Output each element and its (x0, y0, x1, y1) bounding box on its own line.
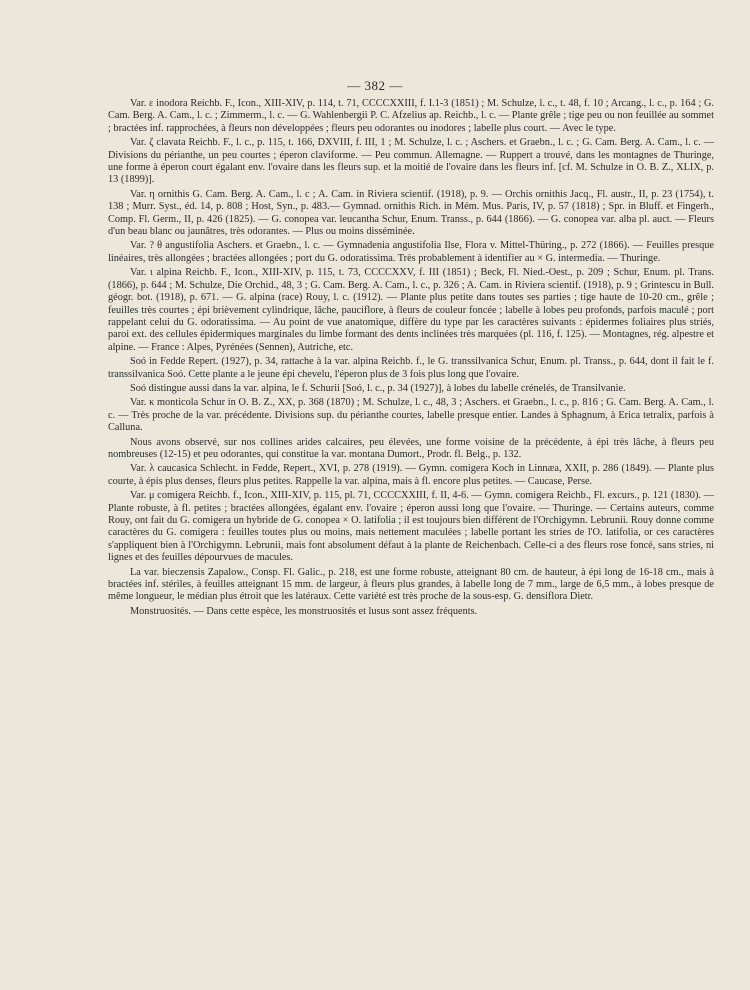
paragraph-var-ornithis: Var. η ornithis G. Cam. Berg. A. Cam., l. c ; A. Cam. in Riviera scientif. (1918), p. 9. — Orchis ornithis Jacq., Fl. austr., II, p. 23 (1754), t. 138 ; Murr. Syst., éd. 14, p. 808 ; Host, Syn., p. 483.— Gymnad. ornithis Rich. in Mém. Mus. Paris, IV, p. 57 (1818) ; Spr. in Bluff. et Fingerh., Comp. Fl. Germ., II, p. 426 (1825). — G. conopea var. leucantha Schur, Enum. Transs., p. 644 (1866). — G. conopea var. alba pl. auct. — Fleurs d'un beau blanc ou jaunâtres, très odorantes. — Plus ou moins disséminée. (108, 188, 714, 238)
paragraph-var-alpina: Var. ι alpina Reichb. F., Icon., XIII-XIV, p. 115, t. 73, CCCCXXV, f. III (1851) ; Beck, Fl. Nied.-Oest., p. 209 ; Schur, Enum. pl. Trans. (1866), p. 644 ; M. Schulze, Die Orchid., 48, 3 ; G. Cam. Berg. A. Cam., l. c., p. 326 ; A. Cam. in Riviera scientif. (1918), p. 9 ; Grintescu in Bull. géogr. bot. (1918), p. 671. — G. alpina (race) Rouy, l. c. (1912). — Plante plus petite dans toutes ses parties ; tige haute de 10-20 cm., grêle ; feuilles très courtes ; épi brièvement cylindrique, lâche, pauciflore, à fleurs de couleur foncée ; labelle à lobes peu profonds, parfois maculé ; port rappelant celui du G. odoratissima. — Au point de vue anatomique, diffère du type par les caractères suivants : épidermes foliaires plus striés, paroi ext. des cellules épidermiques marginales du limbe formant des dents inclinées très marquées (pl. 116, f. 125). — Montagnes, rég. alpestre et alpine. — France : Alpes, Pyrénées (Sennen), Autriche, etc. (108, 267, 714, 353)
paragraph-var-bieczensis: La var. bieczensis Zapalow., Consp. Fl. Galic., p. 218, est une forme robuste, atteignant 80 cm. de hauteur, à épi long de 16-18 cm., mais à bractées inf. stériles, à feuilles atteignant 15 mm. de largeur, à fleurs plus grandes, à labelle long de 7 mm., large de 6,5 mm., à lobes presque de même longueur, le médian plus étroit que les latéraux. Cette variété est très proche de la sous-esp. G. densiflora Dietr. (108, 566, 714, 603)
paragraph-soo-transsilvanica: Soó in Fedde Repert. (1927), p. 34, rattache à la var. alpina Reichb. f., le G. transsilvanica Schur, Enum. pl. Transs., p. 644, dont il fait le f. transsilvanica Soó. Cette plante a le jeune épi chevelu, l'éperon plus de 3 fois plus long que l'ovaire. (108, 356, 714, 380)
paragraph-var-clavata: Var. ζ clavata Reichb. F., l. c., p. 115, t. 166, DXVIII, f. III, 1 ; M. Schulze, l. c. ; Aschers. et Graebn., l. c. ; G. Cam. Berg. A. Cam., l. c. — Divisions du périanthe, un peu courtes ; éperon claviforme. — Peu commun. Allemagne. — Ruppert a trouvé, dans les montagnes de Thuringe, une forme à éperon court égalant env. l'ovaire dans les fleurs sup. et la moitié de l'ovaire dans les fleurs inf. [cf. M. Schulze in O. B. Z., XLIX, p. 13 (1899)]. (108, 137, 714, 186)
paragraph-var-angustifolia: Var. ? θ angustifolia Aschers. et Graebn., l. c. — Gymnadenia angustifolia Ilse, Flora v. Mittel-Thüring., p. 272 (1866). — Feuilles presque linéaires, très allongées ; bractées allongées ; port du G. odoratissima. Très probablement à identifier au × G. intermedia. — Thuringe. (108, 240, 714, 264)
paragraph-monstruosites: Monstruosités. — Dans cette espèce, les monstruosités et lusus sont assez fréquents. (130, 605, 478, 617)
paragraph-var-caucasica: Var. λ caucasica Schlecht. in Fedde, Repert., XVI, p. 278 (1919). — Gymn. comigera Koch in Linnæa, XXII, p. 286 (1849). — Plante plus courte, à épis plus denses, fleurs plus petites. Rappelle la var. alpina, mais à fl. encore plus petites. — Caucase, Perse. (108, 463, 714, 487)
paragraph-var-montana: Nous avons observé, sur nos collines arides calcaires, peu élevées, une forme voisine de la précédente, à épi très lâche, à fleurs peu nombreuses (12-15) et peu odorantes, qui constitue la var. montana Dumort., Prodr. fl. Belg., p. 132. (108, 436, 714, 460)
paragraph-var-monticola: Var. κ monticola Schur in O. B. Z., XX, p. 368 (1870) ; M. Schulze, l. c., 48, 3 ; Aschers. et Graebn., l. c., p. 816 ; G. Cam. Berg. A. Cam., l. c. — Très proche de la var. précédente. Divisions sup. du périanthe courtes, labelle presque entier. Landes à Sphagnum, à Erica tetralix, parfois à Calluna. (108, 397, 714, 434)
paragraph-var-inodora: Var. ε inodora Reichb. F., Icon., XIII-XIV, p. 114, t. 71, CCCCXXIII, f. I.1-3 (1851) ; M. Schulze, l. c., t. 48, f. 10 ; Arcang., l. c., p. 164 ; G. Cam. Berg. A. Cam., l. c. ; Zimmerm., l. c. — G. Wahlenbergii P. C. Afzelius ap. Reichb., l. c. — Plante grêle ; tige peu ou non feuillée au sommet ; bractées inf. rapprochées, à fleurs non développées ; fleurs peu odorantes ou inodores ; labelle plus court. — Avec le type. (108, 98, 714, 134)
paragraph-var-comigera: Var. μ comigera Reichb. f., Icon., XIII-XIV, p. 115, pl. 71, CCCCXXIII, f. II, 4-6. — Gymn. comigera Reichb., Fl. excurs., p. 121 (1830). — Plante robuste, à fl. petites ; bractées allongées, égalant env. l'ovaire ; éperon aussi long que l'ovaire. — Thuringe. — Certains auteurs, comme Rouy, ont fait du G. comigera un hybride de G. conopea × O. latifolia ; il est toujours bien différent de l'Orchigymn. Lebrunii. Rouy donne comme caractères du G. comigera : feuilles toutes plus ou moins, mais nettement maculées ; labelle portant les stries de l'O. latifolia, or ces caractères s'appliquent bien à l'Orchigymn. Lebrunii, mais font absolument défaut à la plante de Reichenbach. Celle-ci a des fleurs rose foncé, sans stries, ni lignes et des feuilles dépourvues de macules. (108, 490, 714, 564)
paragraph-soo-schurii: Soó distingue aussi dans la var. alpina, le f. Schurii [Soó, l. c., p. 34 (1927)], à lobes du labelle crénelés, de Transilvanie. (130, 382, 626, 394)
page-number: — 382 — (347, 78, 403, 93)
text-body (108, 98, 714, 618)
